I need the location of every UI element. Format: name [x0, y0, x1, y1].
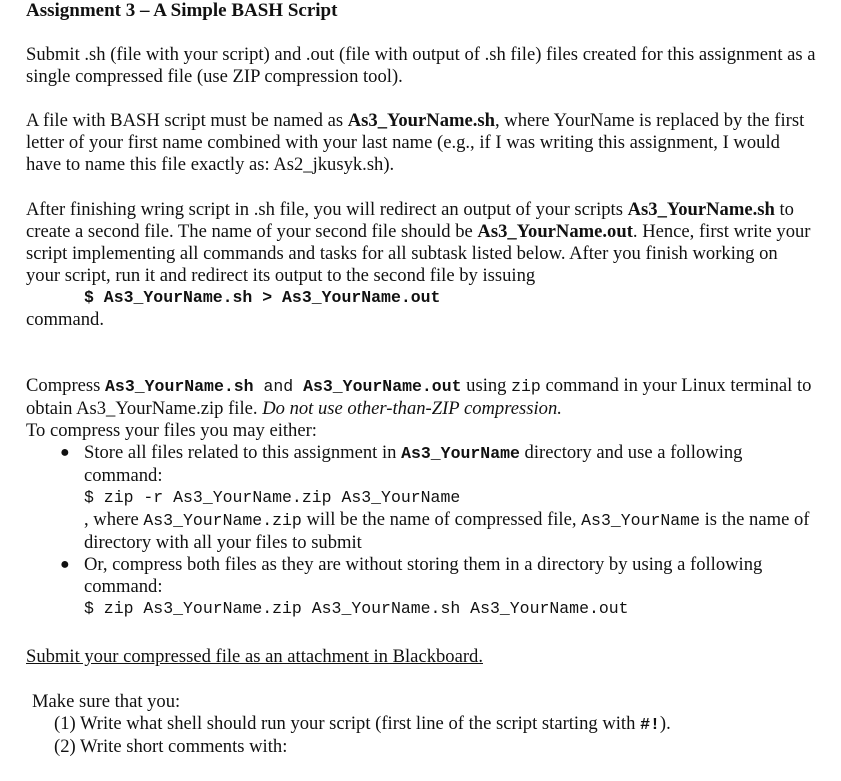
- text: command in your Linux terminal to obtain As3_YourName.zip file.: [26, 375, 812, 419]
- zip-dir-command: $ zip -r As3_YourName.zip As3_YourName: [84, 488, 461, 507]
- bullet-icon: ●: [60, 556, 70, 573]
- text: directory and use a following command:: [84, 442, 743, 486]
- directory-name: As3_YourName: [401, 444, 520, 463]
- text: using: [461, 375, 512, 396]
- paragraph-redirect-output: [26, 199, 816, 331]
- text: Compress: [26, 375, 106, 396]
- paragraph-script-naming: [26, 110, 816, 176]
- zip-filename: As3_YourName.zip: [143, 511, 302, 530]
- paragraph-compress: [26, 375, 816, 620]
- text: Or, compress both files as they are without storing them in a directory by using a following command:: [84, 554, 763, 597]
- zip-command-name: zip: [511, 377, 541, 396]
- zip-files-command: $ zip As3_YourName.zip As3_YourName.sh As3_YourName.out: [84, 599, 629, 618]
- output-filename: As3_YourName.out: [477, 221, 633, 242]
- script-filename: As3_YourName.sh: [627, 199, 775, 220]
- emphasis-note: Do not use other-than-ZIP compression.: [262, 398, 562, 419]
- text: to create a second file. The name of your second file should be: [26, 199, 794, 242]
- list-item: [26, 442, 816, 554]
- bullet-icon: ●: [60, 444, 70, 461]
- output-filename: As3_YourName.out: [303, 377, 462, 396]
- text: command.: [26, 309, 104, 330]
- text: To compress your files you may either:: [26, 420, 317, 441]
- text: will be the name of compressed file,: [301, 509, 582, 530]
- text: ).: [659, 713, 671, 734]
- text: , where: [84, 509, 144, 530]
- text: is the name of directory with all your files to submit: [84, 509, 810, 553]
- paragraph-submit-files: [26, 44, 816, 88]
- compress-options-list: [26, 442, 816, 620]
- requirement-item: [32, 713, 822, 736]
- text: . Hence, first write your script implementing all commands and tasks for all subtask listed below. After you finish working on your script, run it and redirect its output to the second file by issuing: [26, 221, 811, 286]
- text: A file with BASH script must be named as: [26, 110, 348, 131]
- make-sure-section: [32, 691, 822, 758]
- text: Submit .sh (file with your script) and .out (file with output of .sh file) files created for this assignment as a single compressed file (use ZIP compression tool).: [26, 44, 816, 87]
- text: (1) Write what shell should run your script (first line of the script starting with: [54, 713, 641, 734]
- text: , where YourName is replaced by the first letter of your first name combined with your last name (e.g., if I was writing this assignment, I would have to name this file exactly as: As2_jkusyk.sh).: [26, 110, 805, 175]
- assignment-title: Assignment 3 – A Simple BASH Script: [26, 0, 338, 21]
- script-filename: As3_YourName.sh: [105, 377, 254, 396]
- submit-instruction: Submit your compressed file as an attachment in Blackboard.: [26, 646, 483, 667]
- shebang-code: #!: [640, 715, 660, 734]
- directory-name: As3_YourName: [581, 511, 700, 530]
- text: Store all files related to this assignment in: [84, 442, 402, 463]
- text: After finishing wring script in .sh file, you will redirect an output of your scripts: [26, 199, 628, 220]
- redirect-command: $ As3_YourName.sh > As3_YourName.out: [84, 288, 441, 307]
- make-sure-heading: Make sure that you:: [32, 691, 181, 712]
- requirement-item: (2) Write short comments with:: [54, 736, 288, 757]
- script-filename: As3_YourName.sh: [347, 110, 495, 131]
- list-item: [26, 554, 816, 620]
- paragraph-submit-blackboard: [26, 646, 816, 668]
- text: and: [253, 377, 304, 396]
